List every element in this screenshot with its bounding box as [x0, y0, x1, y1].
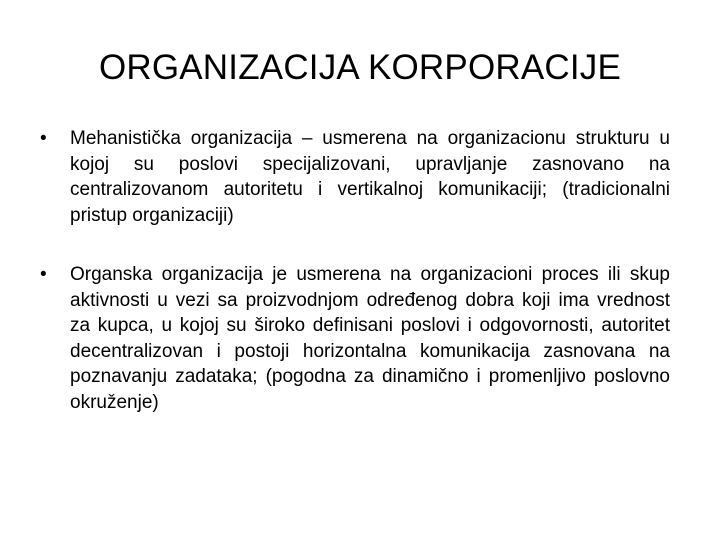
- bullet-text: Organska organizacija je usmerena na organizacioni proces ili skup aktivnosti u vezi sa proizvodnjom određenog dobra koji ima vrednost za kupca, u kojoj su široko definisani poslovi i odgovornosti, autoritet decentralizovan i postoji horizontalna komunikacija zasnovana na poznavanju zadataka; (pogodna za dinamično i promenljivo poslovno okruženje): [70, 264, 670, 413]
- bullet-text: Mehanistička organizacija – usmerena na organizacionu strukturu u kojoj su poslovi specijalizovani, upravljanje zasnovano na centralizovanom autoritetu i vertikalnoj komunikaciji; (tradicionalni pristup organizaciji): [70, 128, 670, 226]
- bullet-marker: •: [40, 264, 47, 285]
- bullet-list: [34, 126, 670, 415]
- bullet-marker: •: [40, 128, 47, 149]
- slide-title: ORGANIZACIJA KORPORACIJE: [98, 48, 622, 87]
- bullet-item-mechanistic: [34, 126, 670, 228]
- bullet-item-organic: [34, 262, 670, 415]
